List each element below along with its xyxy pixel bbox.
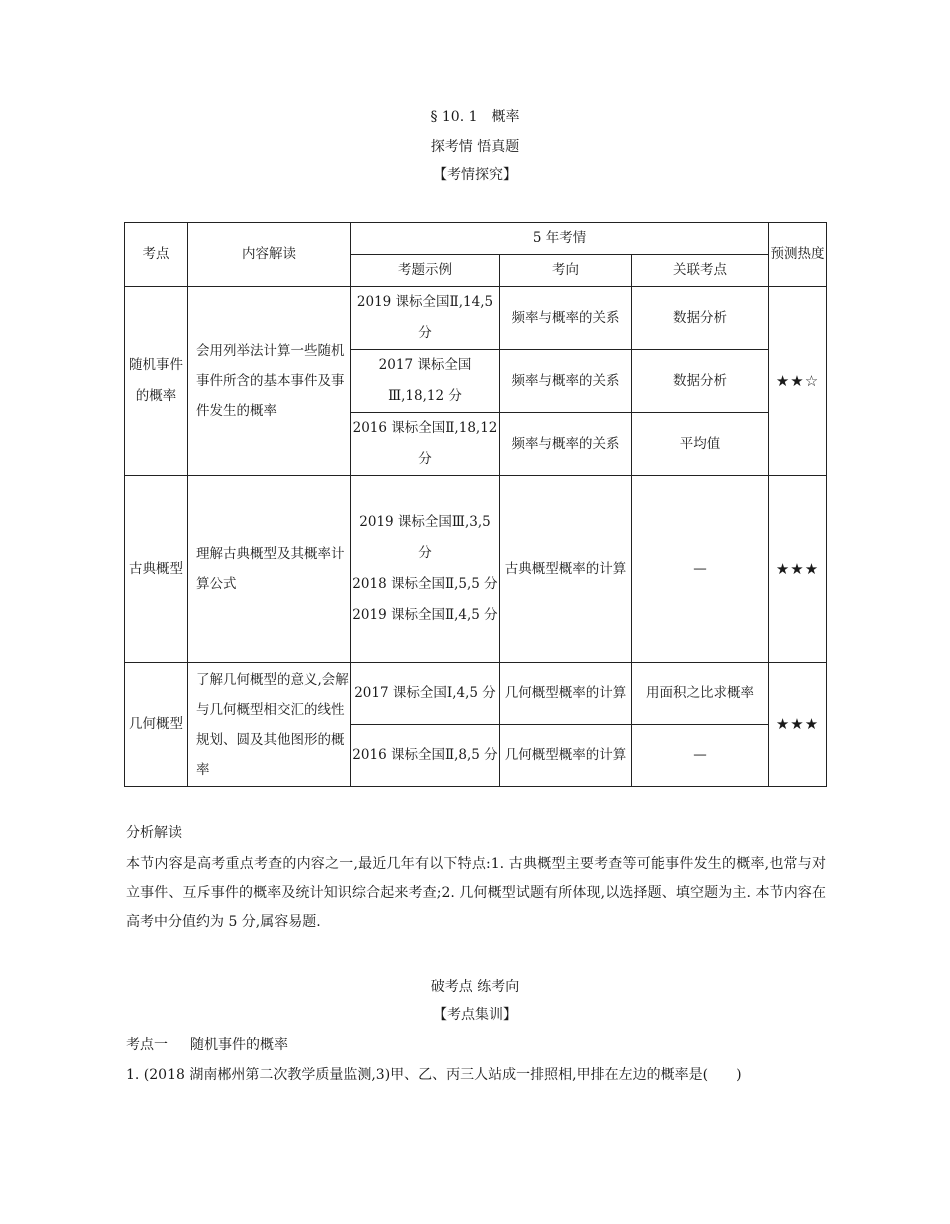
table-cell-example: 2019 课标全国Ⅱ,14,5 分: [351, 287, 500, 350]
table-cell-direction: 古典概型概率的计算: [500, 476, 632, 663]
table-row-kaodian: 随机事件的概率: [125, 287, 188, 476]
forecast-stars: ★★☆: [769, 287, 827, 476]
table-cell-examples: [351, 476, 500, 663]
analysis-heading: 分析解读: [126, 825, 182, 841]
table-cell-direction: 频率与概率的关系: [500, 413, 632, 476]
table-cell-related: 数据分析: [632, 350, 769, 413]
table-row-content: 会用列举法计算一些随机事件所含的基本事件及事件发生的概率: [188, 287, 351, 476]
table-cell-related: 数据分析: [632, 287, 769, 350]
table-cell-direction: 频率与概率的关系: [500, 350, 632, 413]
header-related: 关联考点: [632, 255, 769, 287]
forecast-stars: ★★★: [769, 663, 827, 787]
topic-name: 随机事件的概率: [190, 1037, 288, 1053]
table-cell-example: 2017 课标全国Ⅲ,18,12 分: [351, 350, 500, 413]
topic-heading: [126, 1034, 288, 1054]
section-bracket-heading: 【考情探究】: [433, 167, 517, 183]
section-title: § 10. 1 概率: [430, 109, 520, 125]
table-cell-direction: 几何概型概率的计算: [500, 663, 632, 725]
table-cell-direction: 频率与概率的关系: [500, 287, 632, 350]
analysis-body: 本节内容是高考重点考查的内容之一,最近几年有以下特点:1. 古典概型主要考查等可能事件发生的概率,也常与对立事件、互斥事件的概率及统计知识综合起来考查;2. 几何概型试题有所体现,以选择题、填空题为主. 本节内容在高考中分值约为 5 分,属容易题.: [126, 856, 826, 930]
table-cell-direction: 几何概型概率的计算: [500, 725, 632, 787]
table-row-kaodian: 古典概型: [125, 476, 188, 663]
header-content: 内容解读: [188, 223, 351, 287]
table-cell-example: 2018 课标全国Ⅱ,5,5 分: [352, 576, 498, 592]
practice-title: 破考点 练考向: [430, 979, 520, 995]
table-row-content: 了解几何概型的意义,会解与几何概型相交汇的线性规划、圆及其他图形的概率: [188, 663, 351, 787]
practice-bracket-heading: 【考点集训】: [433, 1007, 517, 1023]
table-row-kaodian: 几何概型: [125, 663, 188, 787]
header-forecast: 预测热度: [769, 223, 827, 287]
table-cell-example: 2017 课标全国Ⅰ,4,5 分: [351, 663, 500, 725]
table-cell-example: 2019 课标全国Ⅲ,3,5 分: [359, 514, 491, 561]
topic-label: 考点一: [126, 1037, 168, 1053]
header-direction: 考向: [500, 255, 632, 287]
forecast-stars: ★★★: [769, 476, 827, 663]
table-cell-related: —: [632, 725, 769, 787]
table-row-content: 理解古典概型及其概率计算公式: [188, 476, 351, 663]
table-cell-example: 2016 课标全国Ⅱ,8,5 分: [351, 725, 500, 787]
table-cell-related: 平均值: [632, 413, 769, 476]
table-cell-related: —: [632, 476, 769, 663]
table-cell-related: 用面积之比求概率: [632, 663, 769, 725]
section-subtitle: 探考情 悟真题: [430, 139, 520, 155]
question-text: 1. (2018 湖南郴州第二次教学质量监测,3)甲、乙、丙三人站成一排照相,甲排在左边的概率是( ): [126, 1067, 742, 1083]
header-five-year: 5 年考情: [351, 223, 769, 255]
table-cell-example: 2016 课标全国Ⅱ,18,12 分: [351, 413, 500, 476]
exam-analysis-table: [124, 222, 827, 787]
header-kaodian: 考点: [125, 223, 188, 287]
table-cell-example: 2019 课标全国Ⅱ,4,5 分: [352, 607, 498, 623]
header-example: 考题示例: [351, 255, 500, 287]
